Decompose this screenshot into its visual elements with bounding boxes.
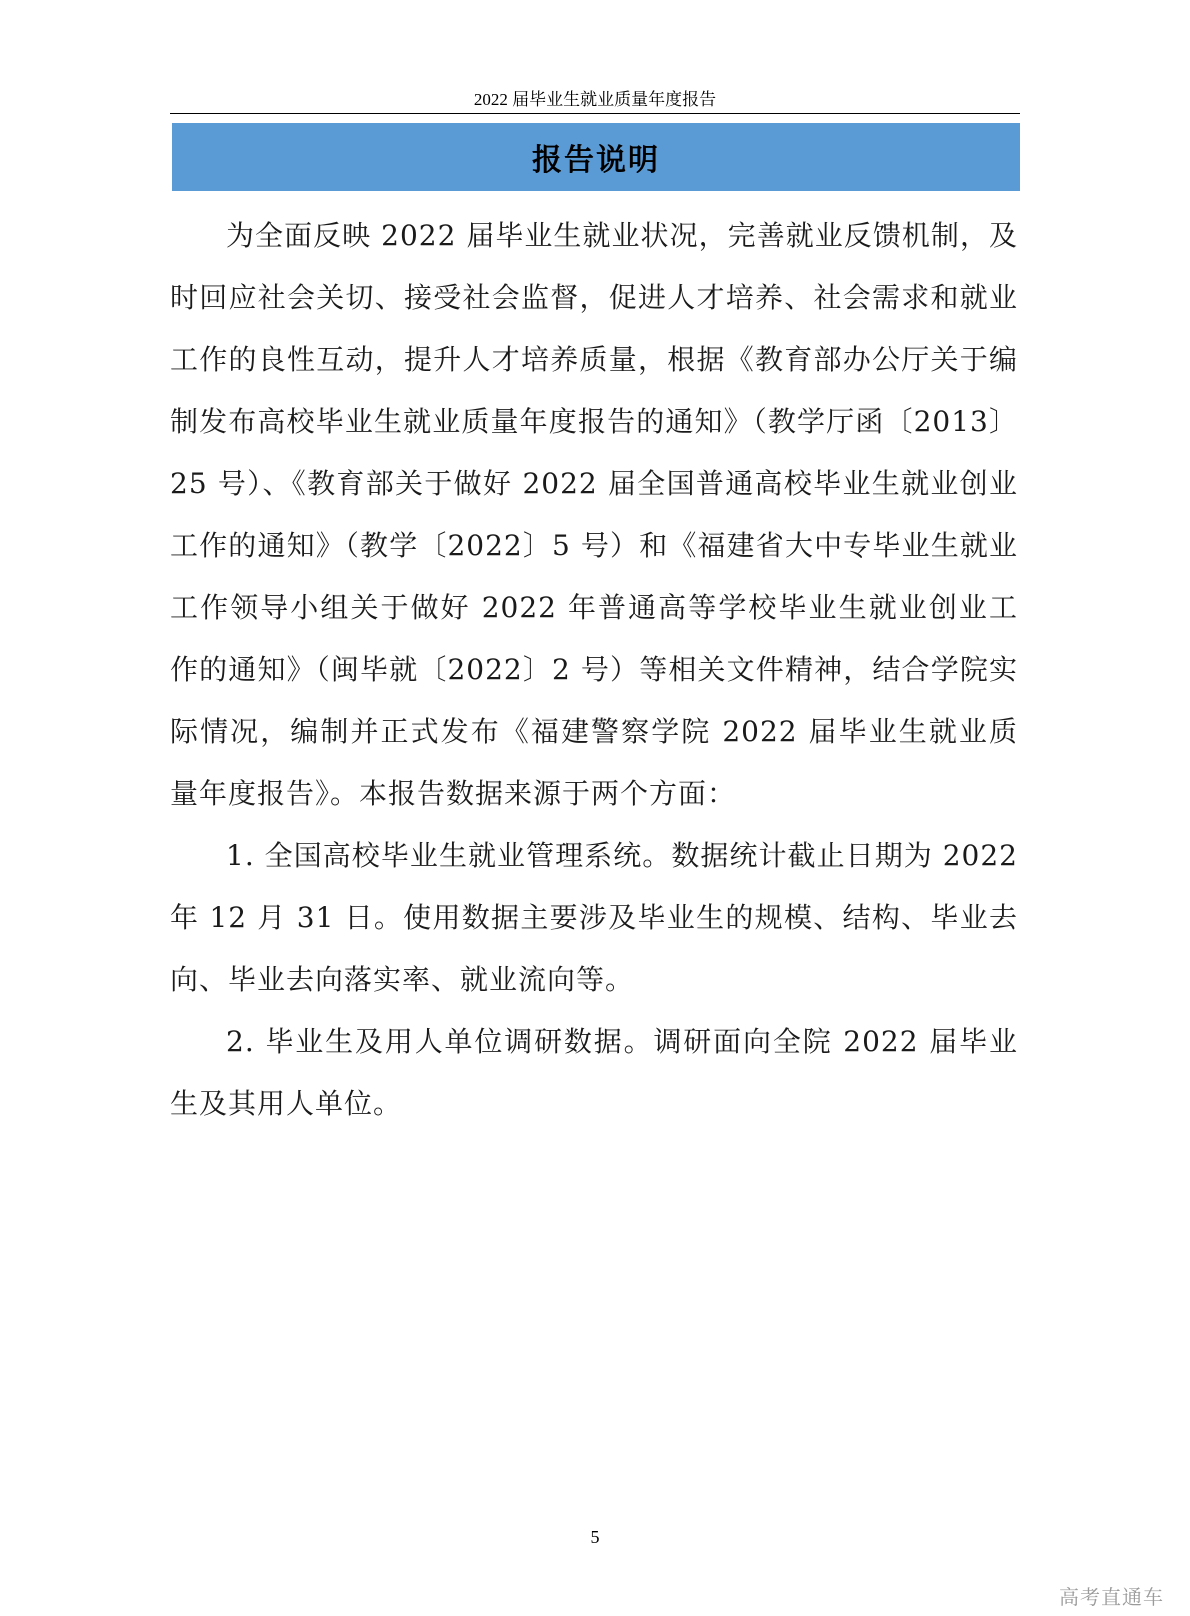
paragraph-source-2: 2. 毕业生及用人单位调研数据。调研面向全院 2022 届毕业生及其用人单位。	[170, 1025, 1018, 1120]
body-text	[170, 205, 1018, 1135]
section-title: 报告说明	[532, 143, 660, 178]
paragraph-intro: 为全面反映 2022 届毕业生就业状况，完善就业反馈机制，及时回应社会关切、接受社会监督，促进人才培养、社会需求和就业工作的良性互动，提升人才培养质量，根据《教育部办公厅关于编制发布高校毕业生就业质量年度报告的通知》（教学厅函〔2013〕25 号）、《教育部关于做好 2022 届全国普通高校毕业生就业创业工作的通知》（教学〔2022〕5 号）和《福建省大中专毕业生就业工作领导小组关于做好 2022 年普通高等学校毕业生就业创业工作的通知》（闽毕就〔2022〕2 号）等相关文件精神，结合学院实际情况，编制并正式发布《福建警察学院 2022 届毕业生就业质量年度报告》。本报告数据来源于两个方面：	[170, 219, 1018, 810]
header-divider	[170, 113, 1020, 114]
paragraph-source-1: 1. 全国高校毕业生就业管理系统。数据统计截止日期为 2022 年 12 月 31 日。使用数据主要涉及毕业生的规模、结构、毕业去向、毕业去向落实率、就业流向等。	[170, 839, 1018, 996]
watermark-text: 高考直通车	[1059, 1585, 1164, 1609]
page-number: 5	[590, 1527, 600, 1547]
running-header: 2022 届毕业生就业质量年度报告	[473, 90, 717, 109]
section-title-bar	[172, 123, 1020, 191]
